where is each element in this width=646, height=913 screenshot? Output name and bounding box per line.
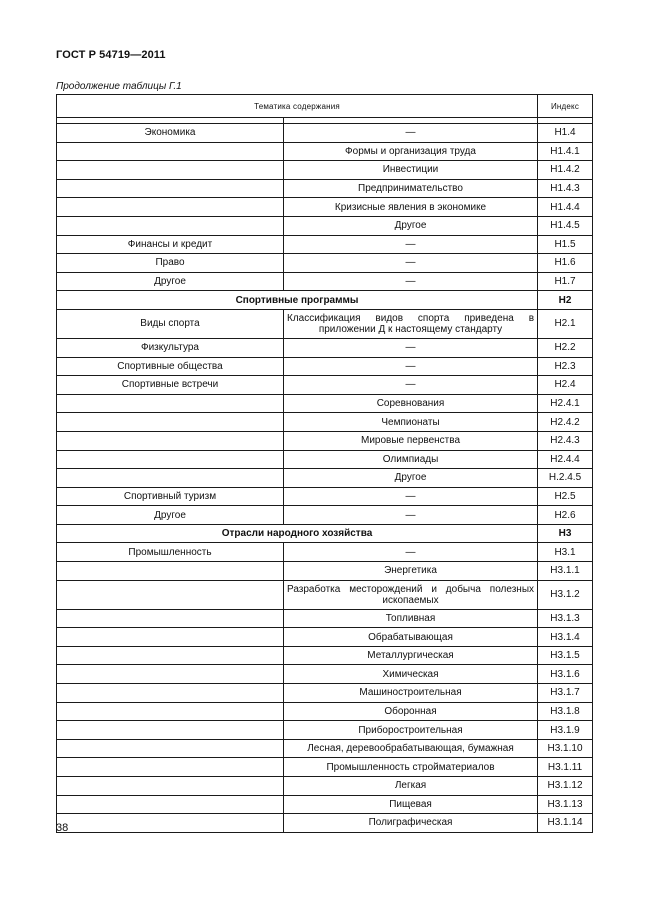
topic-cell: Другое bbox=[57, 506, 284, 525]
topic-cell bbox=[57, 758, 284, 777]
subtopic-cell: Лесная, деревообрабатывающая, бумажная bbox=[284, 739, 538, 758]
table-body bbox=[57, 118, 593, 833]
index-cell: Н3.1.1 bbox=[538, 562, 593, 581]
table-row bbox=[57, 702, 593, 721]
subtopic-cell: Классификация видов спорта приведена в приложении Д к настоящему стандарту bbox=[284, 309, 538, 338]
classification-table bbox=[56, 94, 593, 833]
topic-cell bbox=[57, 216, 284, 235]
topic-cell bbox=[57, 469, 284, 488]
table-row bbox=[57, 235, 593, 254]
table-row bbox=[57, 665, 593, 684]
topic-cell: Экономика bbox=[57, 124, 284, 143]
topic-cell bbox=[57, 450, 284, 469]
table-row bbox=[57, 161, 593, 180]
table-row bbox=[57, 684, 593, 703]
table-row bbox=[57, 721, 593, 740]
table-row bbox=[57, 795, 593, 814]
index-cell: Н3.1.14 bbox=[538, 814, 593, 833]
subtopic-cell: Чемпионаты bbox=[284, 413, 538, 432]
table-header-row bbox=[57, 95, 593, 118]
topic-cell bbox=[57, 646, 284, 665]
table-row bbox=[57, 580, 593, 609]
topic-cell: Право bbox=[57, 254, 284, 273]
subtopic-cell: — bbox=[284, 124, 538, 143]
topic-cell: Спортивные встречи bbox=[57, 376, 284, 395]
subtopic-cell: Формы и организация труда bbox=[284, 142, 538, 161]
subtopic-cell: Полиграфическая bbox=[284, 814, 538, 833]
table-row bbox=[57, 739, 593, 758]
subtopic-cell: Пищевая bbox=[284, 795, 538, 814]
table-row bbox=[57, 814, 593, 833]
subtopic-cell: Инвестиции bbox=[284, 161, 538, 180]
table-row bbox=[57, 646, 593, 665]
index-cell: Н3.1 bbox=[538, 543, 593, 562]
topic-cell: Спортивный туризм bbox=[57, 487, 284, 506]
index-cell: Н3.1.12 bbox=[538, 777, 593, 796]
table-row bbox=[57, 450, 593, 469]
topic-cell bbox=[57, 684, 284, 703]
index-cell: Н2.6 bbox=[538, 506, 593, 525]
index-cell: Н3 bbox=[538, 524, 593, 543]
subtopic-cell: Другое bbox=[284, 469, 538, 488]
table-row bbox=[57, 628, 593, 647]
index-cell: Н2.4 bbox=[538, 376, 593, 395]
subtopic-cell: — bbox=[284, 506, 538, 525]
index-cell: Н3.1.9 bbox=[538, 721, 593, 740]
table-row bbox=[57, 309, 593, 338]
topic-cell bbox=[57, 431, 284, 450]
topic-cell bbox=[57, 721, 284, 740]
index-cell: Н1.4.5 bbox=[538, 216, 593, 235]
topic-cell bbox=[57, 609, 284, 628]
subtopic-cell: — bbox=[284, 254, 538, 273]
subtopic-cell: Металлургическая bbox=[284, 646, 538, 665]
topic-cell bbox=[57, 795, 284, 814]
index-cell: Н1.4.1 bbox=[538, 142, 593, 161]
topic-cell: Спортивные общества bbox=[57, 357, 284, 376]
index-cell: Н1.4.4 bbox=[538, 198, 593, 217]
subtopic-cell: Соревнования bbox=[284, 394, 538, 413]
table-row bbox=[57, 431, 593, 450]
index-cell: Н1.4 bbox=[538, 124, 593, 143]
table-row bbox=[57, 272, 593, 291]
topic-cell bbox=[57, 665, 284, 684]
table-row bbox=[57, 394, 593, 413]
index-cell: Н3.1.3 bbox=[538, 609, 593, 628]
index-cell: Н2.1 bbox=[538, 309, 593, 338]
subtopic-cell: Олимпиады bbox=[284, 450, 538, 469]
subtopic-cell: Машиностроительная bbox=[284, 684, 538, 703]
section-title: Отрасли народного хозяйства bbox=[57, 524, 538, 543]
index-cell: Н2.3 bbox=[538, 357, 593, 376]
topic-cell: Финансы и кредит bbox=[57, 235, 284, 254]
subtopic-cell: — bbox=[284, 376, 538, 395]
subtopic-cell: Топливная bbox=[284, 609, 538, 628]
subtopic-cell: Мировые первенства bbox=[284, 431, 538, 450]
subtopic-cell: — bbox=[284, 272, 538, 291]
index-cell: Н3.1.6 bbox=[538, 665, 593, 684]
topic-cell bbox=[57, 142, 284, 161]
table-row bbox=[57, 376, 593, 395]
subtopic-cell: Энергетика bbox=[284, 562, 538, 581]
topic-cell: Физкультура bbox=[57, 338, 284, 357]
subtopic-cell: Легкая bbox=[284, 777, 538, 796]
index-cell: Н2.4.2 bbox=[538, 413, 593, 432]
table-row bbox=[57, 609, 593, 628]
table-row bbox=[57, 179, 593, 198]
column-header-theme: Тематика содержания bbox=[57, 95, 538, 118]
table-row bbox=[57, 469, 593, 488]
index-cell: Н3.1.13 bbox=[538, 795, 593, 814]
column-header-index: Индекс bbox=[538, 95, 593, 118]
index-cell: Н3.1.7 bbox=[538, 684, 593, 703]
index-cell: Н2.4.1 bbox=[538, 394, 593, 413]
subtopic-cell: — bbox=[284, 235, 538, 254]
table-row bbox=[57, 487, 593, 506]
index-cell: Н3.1.8 bbox=[538, 702, 593, 721]
table-row bbox=[57, 562, 593, 581]
table-row bbox=[57, 338, 593, 357]
table-row bbox=[57, 777, 593, 796]
subtopic-cell: Приборостроительная bbox=[284, 721, 538, 740]
topic-cell: Промышленность bbox=[57, 543, 284, 562]
topic-cell bbox=[57, 580, 284, 609]
topic-cell bbox=[57, 628, 284, 647]
section-title: Спортивные программы bbox=[57, 291, 538, 310]
table-row bbox=[57, 506, 593, 525]
subtopic-cell: — bbox=[284, 543, 538, 562]
subtopic-cell: Другое bbox=[284, 216, 538, 235]
subtopic-cell: Химическая bbox=[284, 665, 538, 684]
topic-cell bbox=[57, 179, 284, 198]
document-header: ГОСТ Р 54719—2011 bbox=[56, 49, 166, 61]
index-cell: Н2.4.3 bbox=[538, 431, 593, 450]
table-row bbox=[57, 758, 593, 777]
subtopic-cell: — bbox=[284, 338, 538, 357]
index-cell: Н2 bbox=[538, 291, 593, 310]
index-cell: Н3.1.11 bbox=[538, 758, 593, 777]
topic-cell: Виды спорта bbox=[57, 309, 284, 338]
subtopic-cell: Промышленность стройматериалов bbox=[284, 758, 538, 777]
index-cell: Н1.6 bbox=[538, 254, 593, 273]
topic-cell bbox=[57, 413, 284, 432]
topic-cell bbox=[57, 702, 284, 721]
topic-cell bbox=[57, 394, 284, 413]
index-cell: Н1.5 bbox=[538, 235, 593, 254]
table-row bbox=[57, 216, 593, 235]
index-cell: Н3.1.5 bbox=[538, 646, 593, 665]
topic-cell bbox=[57, 739, 284, 758]
table-row bbox=[57, 198, 593, 217]
subtopic-cell: Кризисные явления в экономике bbox=[284, 198, 538, 217]
table-caption: Продолжение таблицы Г.1 bbox=[56, 81, 182, 92]
index-cell: Н2.5 bbox=[538, 487, 593, 506]
index-cell: Н3.1.2 bbox=[538, 580, 593, 609]
section-row bbox=[57, 291, 593, 310]
subtopic-cell: — bbox=[284, 487, 538, 506]
topic-cell bbox=[57, 777, 284, 796]
page-number: 38 bbox=[56, 822, 69, 834]
table-row bbox=[57, 124, 593, 143]
table-row bbox=[57, 142, 593, 161]
index-cell: Н1.4.3 bbox=[538, 179, 593, 198]
index-cell: Н2.4.4 bbox=[538, 450, 593, 469]
index-cell: Н.2.4.5 bbox=[538, 469, 593, 488]
topic-cell bbox=[57, 198, 284, 217]
index-cell: Н3.1.4 bbox=[538, 628, 593, 647]
index-cell: Н3.1.10 bbox=[538, 739, 593, 758]
subtopic-cell: Обрабатывающая bbox=[284, 628, 538, 647]
topic-cell: Другое bbox=[57, 272, 284, 291]
subtopic-cell: — bbox=[284, 357, 538, 376]
subtopic-cell: Предпринимательство bbox=[284, 179, 538, 198]
table-row bbox=[57, 357, 593, 376]
table-row bbox=[57, 254, 593, 273]
topic-cell bbox=[57, 562, 284, 581]
index-cell: Н2.2 bbox=[538, 338, 593, 357]
subtopic-cell: Оборонная bbox=[284, 702, 538, 721]
table-row bbox=[57, 543, 593, 562]
table-row bbox=[57, 413, 593, 432]
section-row bbox=[57, 524, 593, 543]
topic-cell bbox=[57, 814, 284, 833]
index-cell: Н1.7 bbox=[538, 272, 593, 291]
index-cell: Н1.4.2 bbox=[538, 161, 593, 180]
subtopic-cell: Разработка месторождений и добыча полезных ископаемых bbox=[284, 580, 538, 609]
topic-cell bbox=[57, 161, 284, 180]
